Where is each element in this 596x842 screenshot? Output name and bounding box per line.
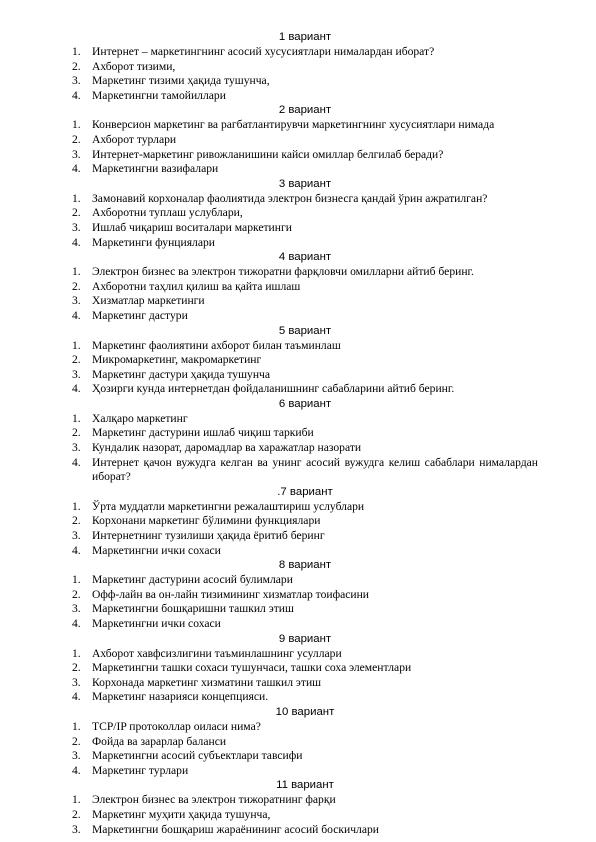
- question-number: 3.: [72, 749, 81, 763]
- question-item: [72, 206, 538, 221]
- question-number: 2.: [72, 661, 81, 675]
- question-list: [72, 647, 538, 705]
- question-item: [72, 529, 538, 544]
- variant-section: [72, 485, 538, 558]
- question-number: 4.: [72, 235, 81, 249]
- question-item: [72, 118, 538, 133]
- question-item: [72, 353, 538, 368]
- question-number: 1.: [72, 499, 81, 513]
- question-number: 3.: [72, 675, 81, 689]
- question-list: [72, 45, 538, 103]
- question-item: [72, 148, 538, 163]
- variant-section: [72, 705, 538, 778]
- question-item: [72, 309, 538, 324]
- question-text: Ҳозирги кунда интернетдан фойдаланишнинг сабабларини айтиб беринг.: [92, 382, 455, 396]
- question-text: Электрон бизнес ва электрон тижоратнинг фарқи: [92, 793, 336, 807]
- question-number: 2.: [72, 426, 81, 440]
- question-number: 2.: [72, 807, 81, 821]
- question-list: [72, 118, 538, 176]
- question-text: Ўрта муддатли маркетингни режалаштириш услублари: [92, 499, 365, 513]
- question-number: 1.: [72, 338, 81, 352]
- variant-title: 2 вариант: [278, 104, 332, 117]
- question-item: [72, 60, 538, 75]
- question-text: Маркетингни тамойиллари: [92, 88, 226, 102]
- question-number: 2.: [72, 279, 81, 293]
- question-item: [72, 280, 538, 295]
- question-number: 1.: [72, 573, 81, 587]
- question-item: [72, 647, 538, 662]
- question-number: 2.: [72, 587, 81, 601]
- question-text: Маркетингни вазифалари: [92, 162, 219, 176]
- question-text: Маркетингни ташки сохаси тушунчаси, ташки соха элементлари: [92, 661, 412, 675]
- question-text: Маркетинги фунциялари: [92, 235, 215, 249]
- question-text: Маркетинг дастури: [92, 308, 188, 322]
- question-number: 3.: [72, 220, 81, 234]
- question-text: Маркетингни асосий субъектлари тавсифи: [92, 749, 303, 763]
- question-text: Интернетнинг тузилиши ҳақида ёритиб беринг: [92, 529, 325, 543]
- question-item: [72, 265, 538, 280]
- variant-section: [72, 324, 538, 397]
- question-number: 4.: [72, 308, 81, 322]
- question-number: 1.: [72, 118, 81, 132]
- question-text: Интернет қачон вужудга келган ва унинг асосий вужудга келиш сабаблари нималардан иборат?: [92, 455, 538, 484]
- question-number: 2.: [72, 59, 81, 73]
- variant-title: 6 вариант: [278, 397, 332, 410]
- question-text: Маркетингни бошқариш жараёнининг асосий боскичлари: [92, 822, 379, 836]
- question-item: [72, 676, 538, 691]
- question-number: 1.: [72, 793, 81, 807]
- question-text: Ахборот хавфсизлигини таъминлашнинг усуллари: [92, 646, 342, 660]
- question-text: Интернет-маркетинг ривожланишини кайси омиллар белгилаб беради?: [92, 147, 444, 161]
- question-text: Ишлаб чиқариш воситалари маркетинги: [92, 220, 292, 234]
- variant-title: 8 вариант: [278, 559, 332, 572]
- question-number: 1.: [72, 45, 81, 58]
- question-number: 2.: [72, 514, 81, 528]
- variant-title: 4 вариант: [278, 251, 332, 264]
- question-item: [72, 764, 538, 779]
- question-text: Корхонада маркетинг хизматини ташкил этиш: [92, 675, 322, 689]
- question-text: Маркетинг дастури ҳақида тушунча: [92, 367, 271, 381]
- question-number: 2.: [72, 734, 81, 748]
- question-item: [72, 602, 538, 617]
- question-number: 3.: [72, 441, 81, 455]
- question-number: 3.: [72, 529, 81, 543]
- question-number: 2.: [72, 132, 81, 146]
- question-text: Ахборотни таҳлил қилиш ва қайта ишлаш: [92, 279, 301, 293]
- question-list: [72, 412, 538, 485]
- question-number: 3.: [72, 74, 81, 88]
- question-item: [72, 808, 538, 823]
- question-number: 1.: [72, 265, 81, 279]
- question-item: [72, 573, 538, 588]
- question-item: [72, 133, 538, 148]
- question-text: Маркетинг турлари: [92, 763, 189, 777]
- question-list: [72, 265, 538, 323]
- question-item: [72, 500, 538, 515]
- question-list: [72, 192, 538, 250]
- question-text: Ахборотни туплаш услублари,: [92, 206, 243, 220]
- question-text: Маркетинг дастурини ишлаб чиқиш таркиби: [92, 426, 314, 440]
- question-item: [72, 617, 538, 632]
- question-item: [72, 661, 538, 676]
- question-text: Конверсион маркетинг ва рагбатлантирувчи маркетингнинг хусусиятлари нимада: [92, 118, 495, 132]
- variant-section: [72, 558, 538, 631]
- question-item: [72, 823, 538, 838]
- question-text: Ахборот тизими,: [92, 59, 176, 73]
- question-text: Офф-лайн ва он-лайн тизимининг хизматлар тоифасини: [92, 587, 370, 601]
- question-number: 3.: [72, 294, 81, 308]
- question-item: [72, 544, 538, 559]
- question-item: [72, 588, 538, 603]
- question-text: Халқаро маркетинг: [92, 411, 188, 425]
- question-text: Электрон бизнес ва электрон тижоратни фарқловчи омилларни айтиб беринг.: [92, 265, 474, 279]
- variant-section: [72, 397, 538, 485]
- question-text: Фойда ва зарарлар баланси: [92, 734, 227, 748]
- question-text: Маркетинг фаолиятини ахборот билан таъминлаш: [92, 338, 341, 352]
- variant-title: 1 вариант: [278, 31, 332, 43]
- question-text: Хизматлар маркетинги: [92, 294, 205, 308]
- question-list: [72, 500, 538, 558]
- question-item: [72, 294, 538, 309]
- question-number: 4.: [72, 88, 81, 102]
- question-number: 4.: [72, 162, 81, 176]
- variant-section: [72, 103, 538, 176]
- question-text: Маркетингни бошқаришни ташкил этиш: [92, 602, 294, 616]
- variant-title: 3 вариант: [278, 177, 332, 190]
- question-text: Маркетинг дастурини асосий булимлари: [92, 573, 293, 587]
- variant-title: 11 вариант: [276, 779, 334, 792]
- question-item: [72, 339, 538, 354]
- variant-section: [72, 177, 538, 250]
- question-item: [72, 426, 538, 441]
- question-item: [72, 456, 538, 485]
- question-number: 1.: [72, 719, 81, 733]
- question-number: 1.: [72, 646, 81, 660]
- question-item: [72, 368, 538, 383]
- question-item: [72, 192, 538, 207]
- variant-section: [72, 30, 538, 103]
- question-text: Маркетингни ички сохаси: [92, 543, 221, 557]
- question-item: [72, 382, 538, 397]
- question-item: [72, 749, 538, 764]
- question-item: [72, 690, 538, 705]
- question-number: 2.: [72, 206, 81, 220]
- question-item: [72, 45, 538, 60]
- question-text: Интернет – маркетингнинг асосий хусусиятлари нималардан иборат?: [92, 45, 435, 58]
- question-list: [72, 339, 538, 397]
- question-text: Маркетинг тизими ҳақида тушунча,: [92, 74, 270, 88]
- question-number: 4.: [72, 763, 81, 777]
- question-list: [72, 793, 538, 837]
- variant-title: 9 вариант: [278, 632, 332, 645]
- question-text: Маркетинг назарияси концепцияси.: [92, 690, 269, 704]
- variant-title: 10 вариант: [275, 705, 335, 718]
- question-text: Кундалик назорат, даромадлар ва харажатлар назорати: [92, 441, 362, 455]
- question-item: [72, 735, 538, 750]
- question-number: 4.: [72, 382, 81, 396]
- question-item: [72, 720, 538, 735]
- question-item: [72, 441, 538, 456]
- question-item: [72, 236, 538, 251]
- question-number: 3.: [72, 147, 81, 161]
- question-number: 2.: [72, 353, 81, 367]
- question-text: TCP/IP протоколлар оиласи нима?: [92, 719, 261, 733]
- question-number: 4.: [72, 617, 81, 630]
- question-list: [72, 573, 538, 631]
- question-number: 4.: [72, 690, 81, 704]
- question-number: 1.: [72, 191, 81, 205]
- question-list: [72, 720, 538, 778]
- question-text: Маркетингни ички сохаси: [92, 617, 221, 630]
- question-text: Маркетинг муҳити ҳақида тушунча,: [92, 807, 271, 821]
- question-number: 3.: [72, 367, 81, 381]
- question-item: [72, 162, 538, 177]
- variant-section: [72, 632, 538, 705]
- question-item: [72, 74, 538, 89]
- question-number: 3.: [72, 602, 81, 616]
- question-text: Ахборот турлари: [92, 132, 177, 146]
- question-text: Корхонани маркетинг бўлимини функциялари: [92, 514, 321, 528]
- variant-section: [72, 250, 538, 323]
- variant-title: .7 вариант: [277, 485, 333, 498]
- question-item: [72, 89, 538, 104]
- question-item: [72, 221, 538, 236]
- question-number: 4.: [72, 543, 81, 557]
- question-item: [72, 514, 538, 529]
- question-number: 4.: [72, 455, 81, 469]
- variant-section: [72, 778, 538, 837]
- variant-title: 5 вариант: [278, 324, 332, 337]
- question-number: 3.: [72, 822, 81, 836]
- question-text: Микромаркетинг, макромаркетинг: [92, 353, 262, 367]
- question-item: [72, 412, 538, 427]
- question-item: [72, 793, 538, 808]
- question-number: 1.: [72, 411, 81, 425]
- question-text: Замонавий корхоналар фаолиятида электрон бизнесга қандай ўрин ажратилган?: [92, 191, 488, 205]
